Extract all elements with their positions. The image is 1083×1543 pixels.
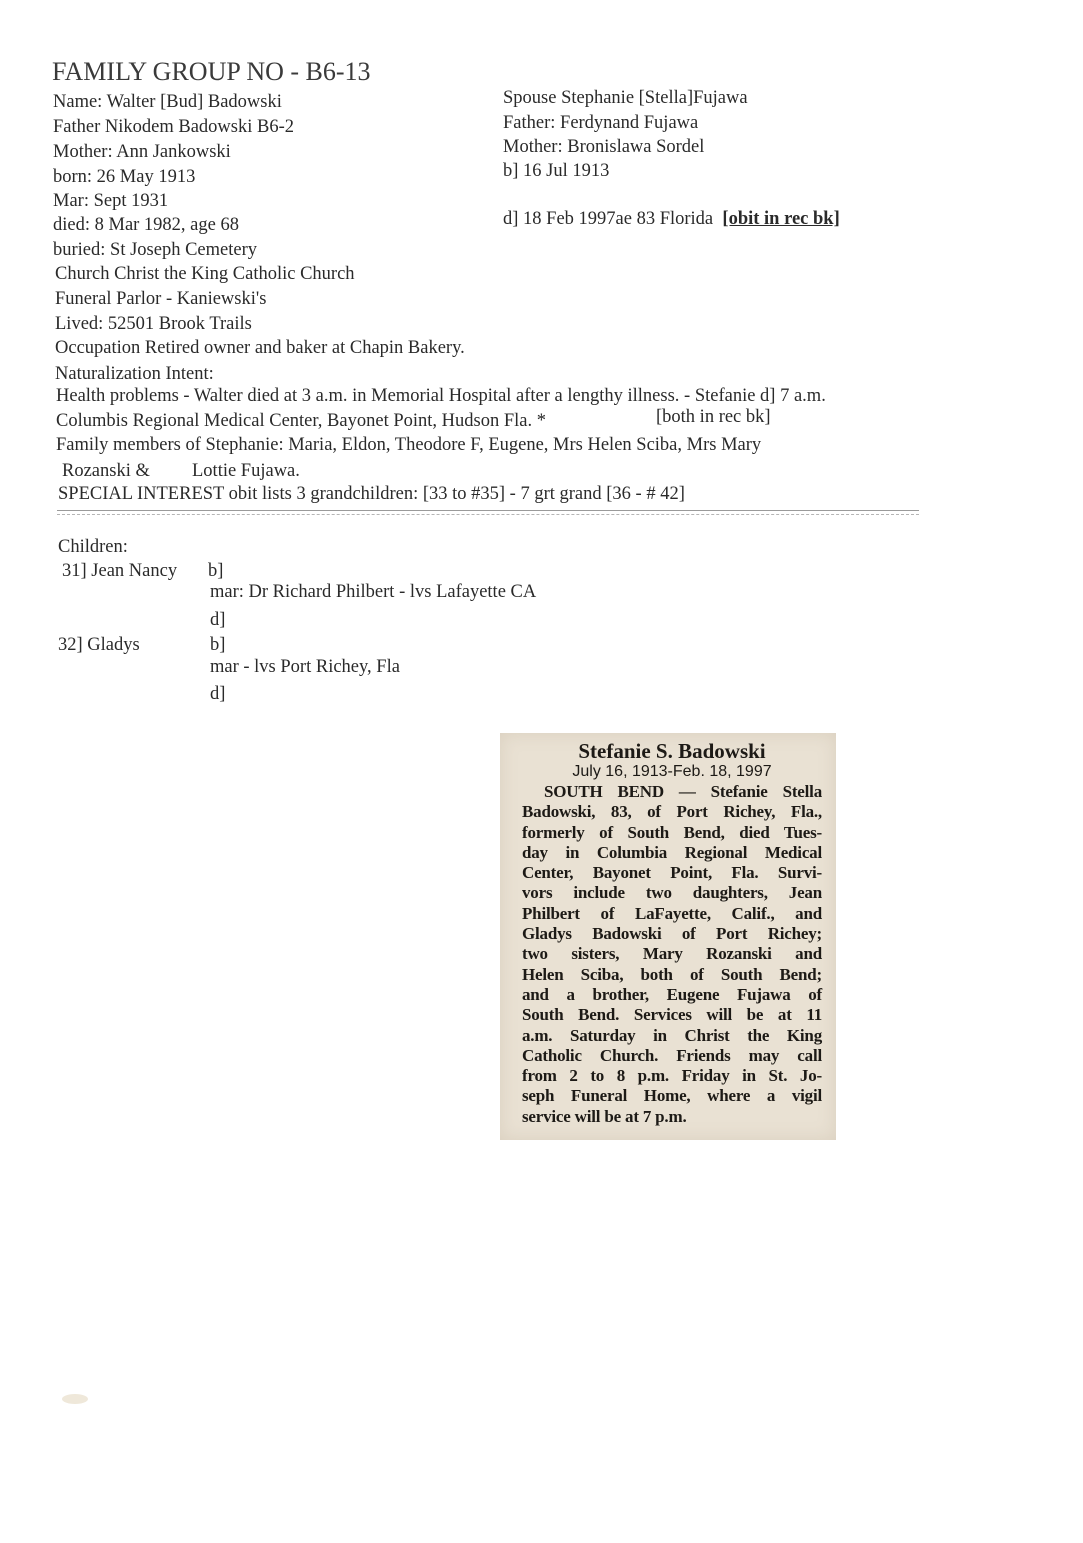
- child-born: b]: [208, 561, 224, 581]
- clipping-line: SOUTH BEND — Stefanie Stella: [544, 782, 822, 801]
- child-died: d]: [210, 610, 226, 630]
- child-label: 32] Gladys: [58, 635, 140, 655]
- buried-line: buried: St Joseph Cemetery: [53, 240, 257, 260]
- clipping-line: formerly of South Bend, died Tues-: [522, 822, 822, 842]
- spouse-died-text: d] 18 Feb 1997ae 83 Florida: [503, 209, 714, 229]
- clipping-line: Center, Bayonet Point, Fla. Survi-: [522, 863, 822, 883]
- family-members-line-2a: Rozanski &: [62, 461, 150, 481]
- naturalization-line: Naturalization Intent:: [55, 364, 214, 384]
- clipping-line: Philbert of LaFayette, Calif., and: [522, 903, 822, 923]
- father-line: Father Nikodem Badowski B6-2: [53, 117, 294, 137]
- funeral-parlor-line: Funeral Parlor - Kaniewski's: [55, 289, 267, 309]
- clipping-line: Badowski, 83, of Port Richey, Fla.,: [522, 802, 822, 822]
- clipping-line: day in Columbia Regional Medical: [522, 842, 822, 862]
- spouse-mother-line: Mother: Bronislawa Sordel: [503, 137, 705, 157]
- clipping-line: Catholic Church. Friends may call: [522, 1045, 822, 1065]
- clipping-line: seph Funeral Home, where a vigil: [522, 1086, 822, 1106]
- spouse-born-line: b] 16 Jul 1913: [503, 161, 610, 181]
- special-interest-line: SPECIAL INTEREST obit lists 3 grandchildren: [33 to #35] - 7 grt grand [36 - # 42]: [58, 484, 685, 504]
- both-in-rec-bk-note: [both in rec bk]: [656, 407, 771, 427]
- spouse-died-line: [503, 208, 840, 230]
- health-problems-line-1: Health problems - Walter died at 3 a.m. in Memorial Hospital after a lengthy illness. - Stefanie d] 7 a.m.: [56, 386, 826, 406]
- clipping-body: [522, 782, 822, 1127]
- child-marriage: mar - lvs Port Richey, Fla: [210, 657, 400, 677]
- clipping-line: two sisters, Mary Rozanski and: [522, 944, 822, 964]
- occupation-line: Occupation Retired owner and baker at Chapin Bakery.: [55, 338, 465, 358]
- child-label: 31] Jean Nancy: [62, 561, 178, 581]
- clipping-line: South Bend. Services will be at 11: [522, 1005, 822, 1025]
- divider-line-double: [57, 514, 919, 515]
- mother-line: Mother: Ann Jankowski: [53, 142, 231, 162]
- clipping-line: Helen Sciba, both of South Bend;: [522, 964, 822, 984]
- spouse-line: Spouse Stephanie [Stella]Fujawa: [503, 88, 748, 108]
- clipping-line: service will be at 7 p.m.: [522, 1106, 687, 1126]
- church-line: Church Christ the King Catholic Church: [55, 264, 355, 284]
- lived-line: Lived: 52501 Brook Trails: [55, 314, 252, 334]
- child-marriage: mar: Dr Richard Philbert - lvs Lafayette CA: [210, 582, 537, 602]
- clipping-line: vors include two daughters, Jean: [522, 883, 822, 903]
- died-line: died: 8 Mar 1982, age 68: [53, 215, 239, 235]
- clipping-line: Gladys Badowski of Port Richey;: [522, 924, 822, 944]
- clipping-name: Stefanie S. Badowski: [578, 739, 766, 763]
- divider-line: [57, 510, 919, 511]
- obit-note: [obit in rec bk]: [722, 209, 840, 229]
- clipping-dates: July 16, 1913-Feb. 18, 1997: [572, 763, 772, 780]
- family-members-line-1: Family members of Stephanie: Maria, Eldon, Theodore F, Eugene, Mrs Helen Sciba, Mrs Mary: [56, 435, 762, 455]
- obituary-clipping: [500, 733, 836, 1140]
- born-line: born: 26 May 1913: [53, 167, 196, 187]
- clipping-line: a.m. Saturday in Christ the King: [522, 1025, 822, 1045]
- children-heading: Children:: [58, 537, 128, 557]
- paper-smudge: [62, 1394, 88, 1404]
- family-members-line-2b: Lottie Fujawa.: [192, 461, 300, 481]
- page-title: FAMILY GROUP NO - B6-13: [52, 57, 371, 86]
- clipping-line: and a brother, Eugene Fujawa of: [522, 984, 822, 1004]
- clipping-line: from 2 to 8 p.m. Friday in St. Jo-: [522, 1066, 822, 1086]
- name-line: Name: Walter [Bud] Badowski: [53, 92, 282, 112]
- spouse-father-line: Father: Ferdynand Fujawa: [503, 113, 699, 133]
- child-died: d]: [210, 684, 226, 704]
- marriage-line: Mar: Sept 1931: [53, 191, 169, 211]
- health-problems-line-2: Columbis Regional Medical Center, Bayonet Point, Hudson Fla. *: [56, 411, 546, 431]
- child-born: b]: [210, 635, 226, 655]
